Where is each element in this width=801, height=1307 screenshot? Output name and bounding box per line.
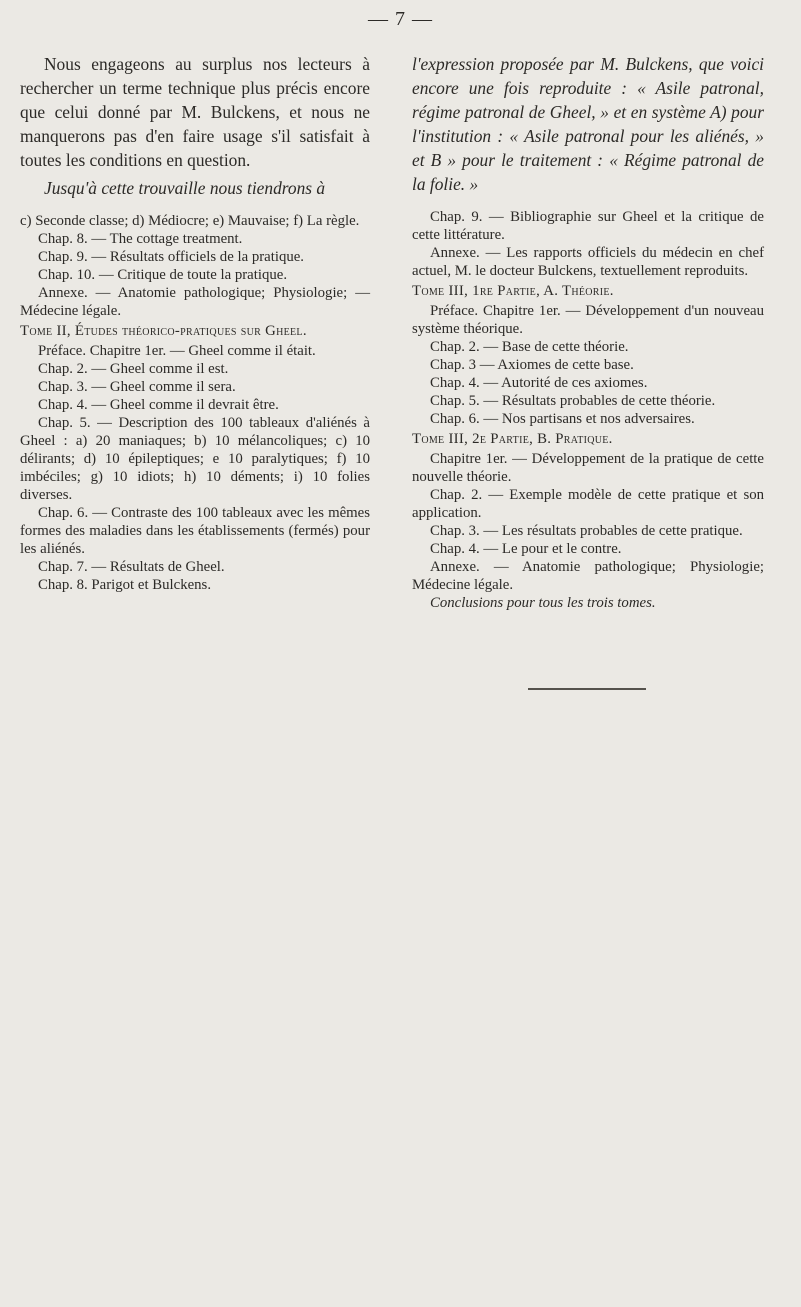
toc-entry: Chap. 3. — Gheel comme il sera.	[38, 379, 236, 395]
toc-left	[20, 212, 370, 594]
toc-entry: Chap. 7. — Résultats de Gheel.	[38, 559, 225, 575]
quote-paragraph: l'expression proposée par M. Bulckens, que voici encore une fois reproduite : « Asile patronal, régime patronal de Gheel, » et en système A) pour l'institution : « Asile patronal pour les aliénés, » et B » pour le traitement : « Régime patronal de la folie. »	[412, 54, 764, 194]
intro-emphasis: Jusqu'à cette trouvaille nous tiendrons à	[44, 178, 326, 198]
toc-entry: Chap. 8. — The cottage treatment.	[38, 231, 243, 247]
toc-entry: Chap. 3 — Axiomes de cette base.	[430, 357, 634, 373]
toc-entry: Chapitre 1er. — Développement de la pratique de cette nouvelle théorie.	[412, 451, 764, 485]
toc-entry: Chap. 10. — Critique de toute la pratique.	[38, 267, 288, 283]
toc-tome-heading: Tome II, Études théorico-pratiques sur Gheel.	[20, 323, 307, 339]
toc-entry: Chap. 4. — Autorité de ces axiomes.	[430, 375, 648, 391]
toc-entry: Chap. 8. Parigot et Bulckens.	[38, 577, 212, 593]
toc-tome-heading: Tome III, 1re Partie, A. Théorie.	[412, 283, 614, 299]
toc-entry: Chap. 2. — Gheel comme il est.	[38, 361, 229, 377]
intro-paragraph: Nous engageons au surplus nos lecteurs à rechercher un terme technique plus précis encore que celui donné par M. Bulckens, et nous ne manquerons pas d'en faire usage s'il satisfait à toutes les conditions en question.	[20, 54, 370, 170]
toc-right	[412, 208, 764, 612]
toc-entry: Chap. 4. — Le pour et le contre.	[430, 541, 622, 557]
toc-entry: Conclusions pour tous les trois tomes.	[430, 595, 656, 611]
toc-entry: Chap. 3. — Les résultats probables de cette pratique.	[430, 523, 743, 539]
toc-entry: Chap. 9. — Résultats officiels de la pratique.	[38, 249, 305, 265]
section-rule	[528, 688, 646, 690]
toc-entry: Chap. 6. — Contraste des 100 tableaux avec les mêmes formes des maladies dans les établissements (fermés) pour les aliénés.	[20, 505, 370, 557]
toc-entry: Chap. 5. — Description des 100 tableaux d'aliénés à Gheel : a) 20 maniaques; b) 10 mélancoliques; c) 10 délirants; d) 10 épileptiques; e 10 paralytiques; f) 10 imbéciles; g) 10 idiots; h) 10 déments; i) 10 folies diverses.	[20, 415, 370, 503]
toc-entry: Annexe. — Anatomie pathologique; Physiologie; — Médecine légale.	[20, 285, 370, 319]
toc-entry: Chap. 4. — Gheel comme il devrait être.	[38, 397, 279, 413]
toc-entry: Préface. Chapitre 1er. — Développement d'un nouveau système théorique.	[412, 303, 764, 337]
toc-tome-heading: Tome III, 2e Partie, B. Pratique.	[412, 431, 613, 447]
toc-entry: Chap. 5. — Résultats probables de cette théorie.	[430, 393, 716, 409]
toc-entry: Chap. 2. — Exemple modèle de cette pratique et son application.	[412, 487, 764, 521]
toc-entry: Chap. 6. — Nos partisans et nos adversaires.	[430, 411, 695, 427]
right-column	[412, 52, 764, 612]
toc-entry: Chap. 9. — Bibliographie sur Gheel et la critique de cette littérature.	[412, 209, 764, 243]
page-number: — 7 —	[368, 8, 433, 30]
left-column	[20, 52, 370, 594]
toc-entry: Chap. 2. — Base de cette théorie.	[430, 339, 629, 355]
toc-entry: c) Seconde classe; d) Médiocre; e) Mauvaise; f) La règle.	[20, 213, 360, 229]
toc-entry: Préface. Chapitre 1er. — Gheel comme il était.	[38, 343, 316, 359]
toc-entry: Annexe. — Anatomie pathologique; Physiologie; Médecine légale.	[412, 559, 764, 593]
toc-entry: Annexe. — Les rapports officiels du médecin en chef actuel, M. le docteur Bulckens, textuellement reproduits.	[412, 245, 764, 279]
